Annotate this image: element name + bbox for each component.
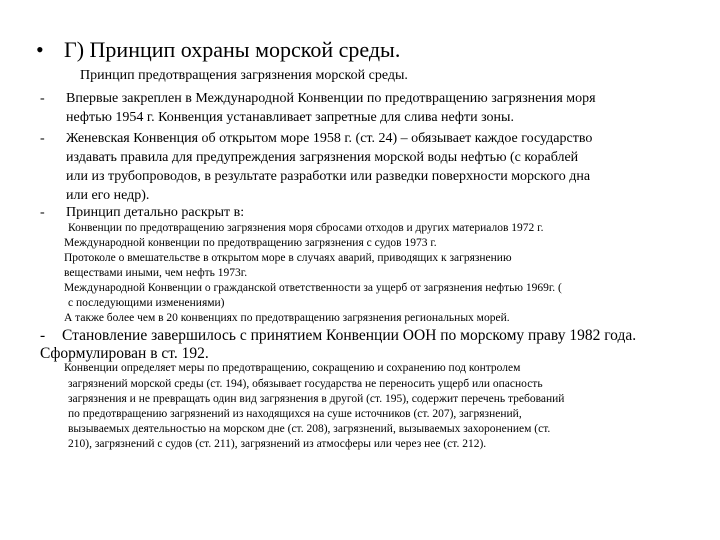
title-bullet: • — [36, 37, 44, 62]
final-paragraph-line-4: по предотвращению загрязнений из находящихся на суше источников (ст. 207), загрязнений, — [68, 408, 522, 420]
final-paragraph-line-3: загрязнения и не превращать один вид загрязнения в другой (ст. 195), содержит перечень требований — [68, 393, 565, 405]
item-2-line-2: издавать правила для предупреждения загрязнения морской воды нефтью (с кораблей — [66, 150, 579, 165]
convention-line-2: Международной конвенции по предотвращению загрязнения с судов 1973 г. — [64, 237, 437, 249]
slide-title — [36, 36, 400, 64]
item-1-line-1: Впервые закреплен в Международной Конвенции по предотвращению загрязнения моря — [66, 91, 596, 106]
convention-line-4: веществами иными, чем нефть 1973г. — [64, 267, 248, 279]
convention-line-6: с последующими изменениями) — [68, 297, 225, 309]
item-dash: - — [40, 131, 45, 146]
final-paragraph-line-2: загрязнений морской среды (ст. 194), обязывает государства не переносить ущерб или опасность — [68, 378, 543, 390]
item-dash: - — [40, 205, 45, 220]
item-dash: - — [40, 327, 46, 344]
subtitle: Принцип предотвращения загрязнения морской среды. — [80, 68, 408, 83]
convention-line-7: А также более чем в 20 конвенциях по предотвращению загрязнения региональных морей. — [64, 312, 510, 324]
convention-line-5: Международной Конвенции о гражданской ответственности за ущерб от загрязнения нефтью 1969г. ( — [64, 282, 562, 294]
item-dash: - — [40, 91, 45, 106]
convention-line-3: Протоколе о вмешательстве в открытом море в случаях аварий, приводящих к загрязнению — [64, 252, 512, 264]
item-2-line-3: или из трубопроводов, в результате разработки или разведки поверхности морского дна — [66, 169, 591, 184]
final-paragraph-line-6: 210), загрязнений с судов (ст. 211), загрязнений из атмосферы или через нее (ст. 212). — [68, 438, 487, 450]
convention-line-1: Конвенции по предотвращению загрязнения моря сбросами отходов и других материалов 1972 г. — [68, 222, 544, 234]
item-1-line-2: нефтью 1954 г. Конвенция устанавливает запретные для слива нефти зоны. — [66, 110, 514, 125]
item-3-line-1: Принцип детально раскрыт в: — [66, 205, 245, 220]
title-text: Г) Принцип охраны морской среды. — [64, 37, 401, 62]
item-2-line-4: или его недр). — [66, 188, 150, 203]
item-2-line-1: Женевская Конвенция об открытом море 1958 г. (ст. 24) – обязывает каждое государство — [66, 131, 593, 146]
final-paragraph-line-1: Конвенции определяет меры по предотвращению, сокращению и сохранению под контролем — [64, 362, 521, 374]
final-line: Становление завершилось с принятием Конвенции ООН по морскому праву 1982 года. — [62, 327, 637, 344]
final-paragraph-line-5: вызываемых деятельностью на морском дне (ст. 208), загрязнений, вызываемых захоронением (ст. — [68, 423, 551, 435]
final-line-2: Сформулирован в ст. 192. — [40, 345, 209, 362]
